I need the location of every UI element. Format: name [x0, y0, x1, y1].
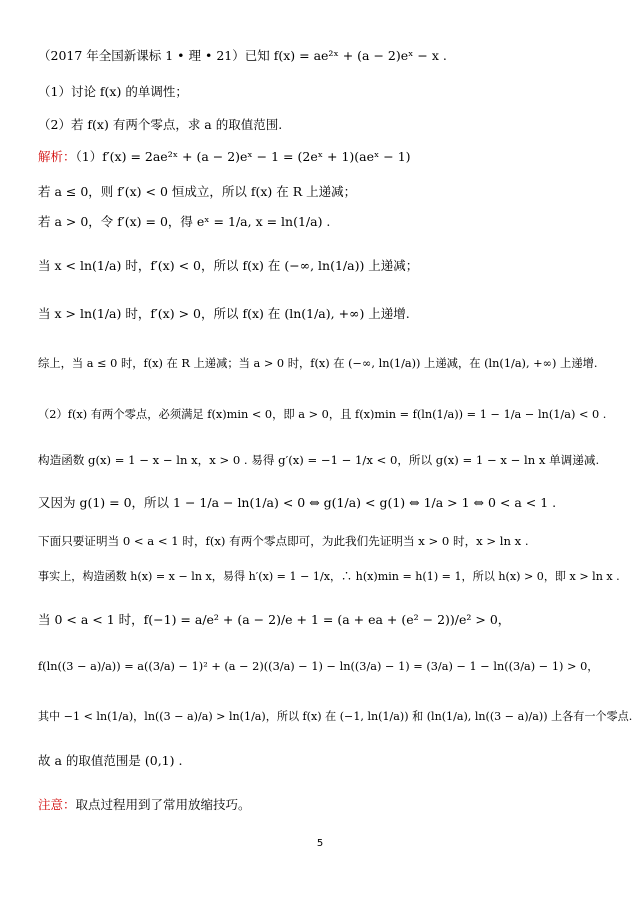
solution-line-12: 当 0 < a < 1 时，f(−1) = a/e² + (a − 2)/e + 1 = (a + ea + (e² − 2))/e² > 0，	[38, 612, 511, 627]
solution-line-6: 综上，当 a ≤ 0 时，f(x) 在 R 上递减；当 a > 0 时，f(x) 在 (−∞, ln(1/a)) 上递减，在 (ln(1/a), +∞) 上递增.	[38, 357, 598, 370]
solution-line-11: 事实上，构造函数 h(x) = x − ln x，易得 h′(x) = 1 − 1/x，∴ h(x)min = h(1) = 1，所以 h(x) > 0，即 x > ln x .	[38, 570, 620, 583]
note-label: 注意：	[38, 797, 76, 812]
solution-line-9: 又因为 g(1) = 0，所以 1 − 1/a − ln(1/a) < 0 ⇔ g(1/a) < g(1) ⇔ 1/a > 1 ⇔ 0 < a < 1 .	[38, 495, 557, 510]
solution-line-5: 当 x > ln(1/a) 时，f′(x) > 0，所以 f(x) 在 (ln(1/a), +∞) 上递增.	[38, 306, 410, 321]
note-text: 取点过程用到了常用放缩技巧。	[75, 797, 251, 812]
solution-line-10: 下面只要证明当 0 < a < 1 时，f(x) 有两个零点即可，为此我们先证明当 x > 0 时，x > ln x .	[38, 534, 529, 548]
problem-part-2: （2）若 f(x) 有两个零点，求 a 的取值范围.	[38, 117, 283, 132]
solution-line-3: 若 a > 0，令 f′(x) = 0，得 eˣ = 1/a, x = ln(1/a) .	[38, 214, 331, 229]
solution-line-2: 若 a ≤ 0，则 f′(x) < 0 恒成立，所以 f(x) 在 R 上递减；	[38, 184, 357, 199]
note-line	[38, 795, 630, 815]
solution-line-13: f(ln((3 − a)/a)) = a((3/a) − 1)² + (a − 2)((3/a) − 1) − ln((3/a) − 1) = (3/a) − 1 − ln((3/a) − 1) > 0，	[38, 660, 599, 673]
solution-line-8: 构造函数 g(x) = 1 − x − ln x，x > 0 . 易得 g′(x) = −1 − 1/x < 0，所以 g(x) = 1 − x − ln x 单调递减.	[38, 453, 600, 467]
solution-label: 解析：	[38, 149, 76, 164]
page-number: 5	[316, 838, 324, 849]
problem-header: （2017 年全国新课标 1 • 理 • 21）已知 f(x) = ae²ˣ + (a − 2)eˣ − x .	[38, 48, 447, 63]
solution-line-1	[38, 147, 630, 167]
solution-text: （1）f′(x) = 2ae²ˣ + (a − 2)eˣ − 1 = (2eˣ + 1)(aeˣ − 1)	[75, 149, 411, 164]
solution-line-15: 故 a 的取值范围是 (0,1) .	[38, 753, 183, 768]
problem-part-1: （1）讨论 f(x) 的单调性；	[38, 84, 188, 99]
solution-line-7: （2）f(x) 有两个零点，必须满足 f(x)min < 0，即 a > 0，且 f(x)min = f(ln(1/a)) = 1 − 1/a − ln(1/a) < 0 .	[38, 408, 607, 421]
solution-line-4: 当 x < ln(1/a) 时，f′(x) < 0，所以 f(x) 在 (−∞, ln(1/a)) 上递减；	[38, 258, 419, 273]
solution-line-14: 其中 −1 < ln(1/a)，ln((3 − a)/a) > ln(1/a)，所以 f(x) 在 (−1, ln(1/a)) 和 (ln(1/a), ln((3 − a)/a)) 上各有一个零点.	[38, 710, 633, 723]
